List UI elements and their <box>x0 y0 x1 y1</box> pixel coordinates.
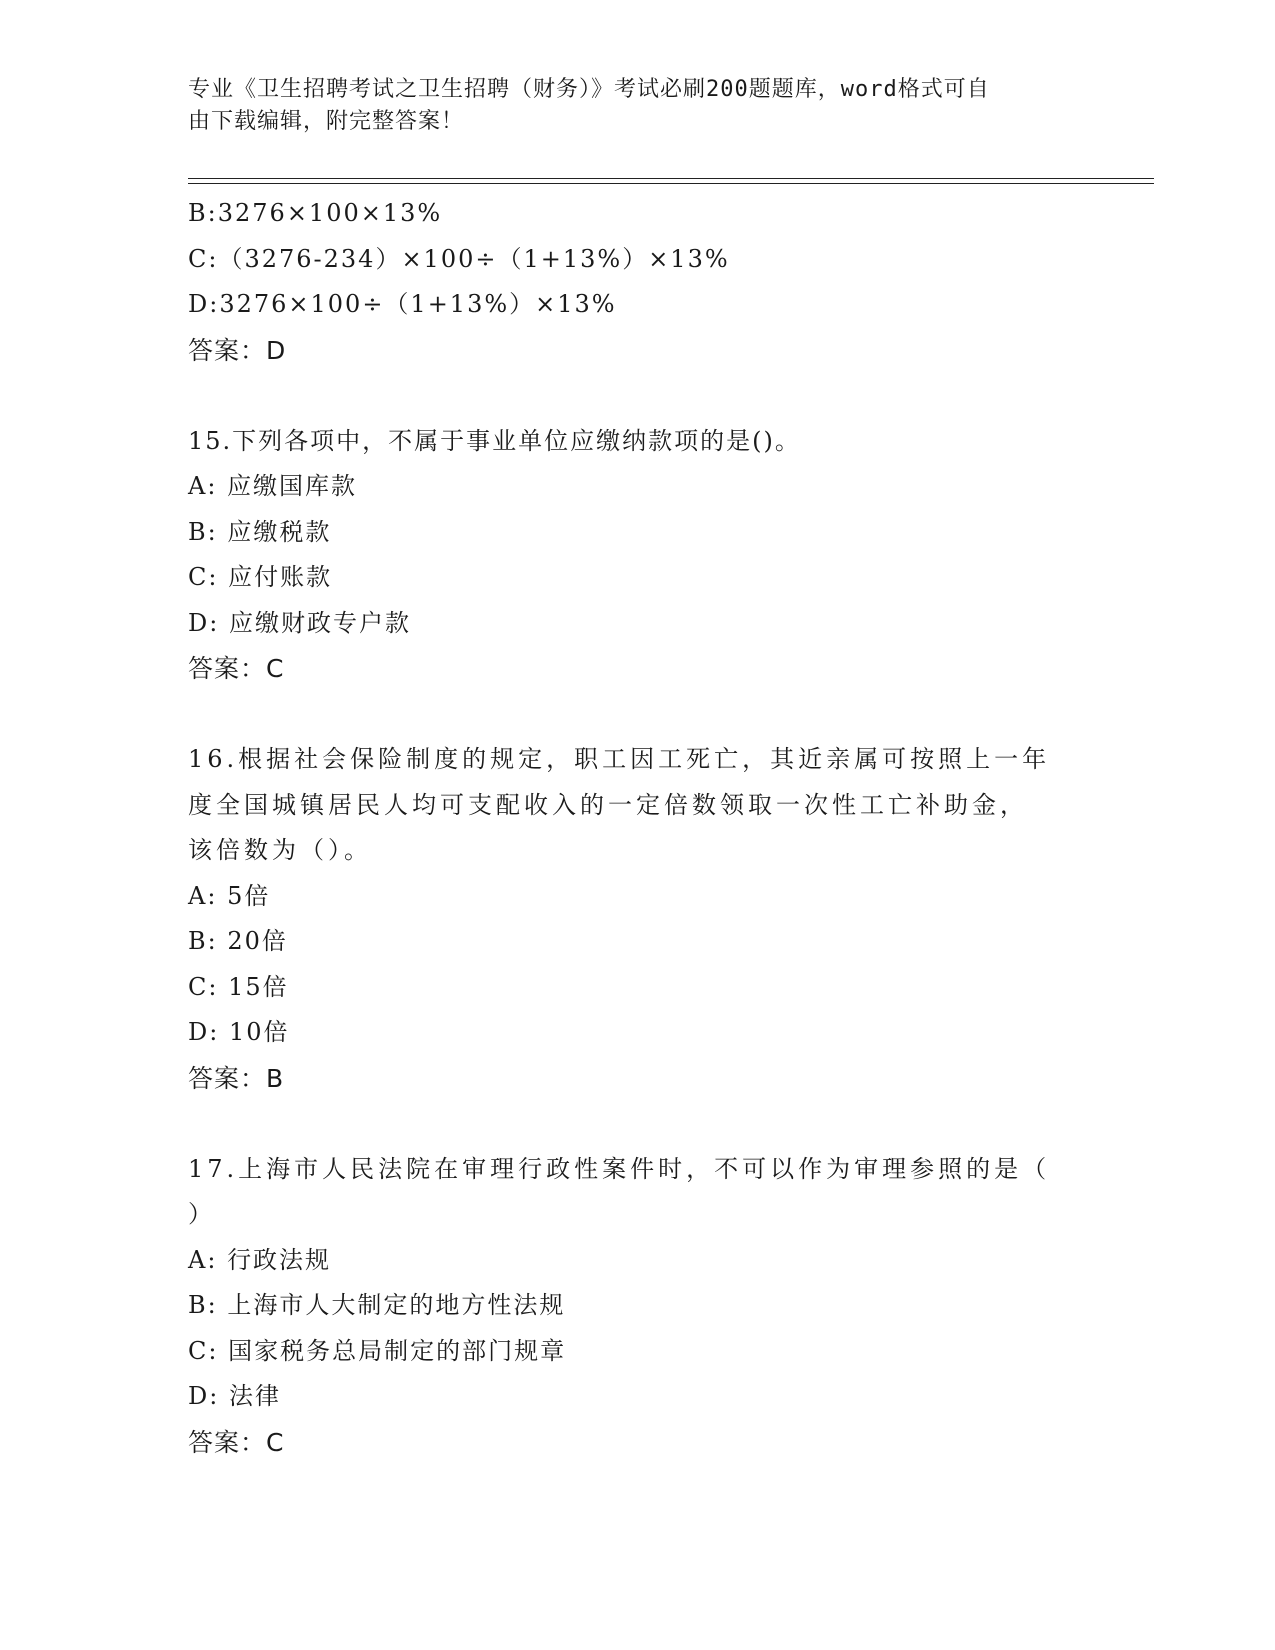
question-stem-line-1: 16.根据社会保险制度的规定，职工因工死亡，其近亲属可按照上一年 <box>188 745 1051 773</box>
option-c: C:（3276-234）×100÷（1+13%）×13% <box>188 244 730 273</box>
question-stem <box>188 737 1068 874</box>
answer-line: 答案：C <box>188 654 285 683</box>
option-b: B: 20倍 <box>188 927 288 955</box>
option-a: A: 行政法规 <box>188 1245 332 1274</box>
option-d: D: 应缴财政专户款 <box>188 608 411 637</box>
question-14-tail <box>188 191 1088 373</box>
option-c: C: 应付账款 <box>188 563 333 591</box>
question-17 <box>188 1147 1088 1466</box>
option-c: C: 国家税务总局制定的部门规章 <box>188 1336 567 1365</box>
question-stem-line-2: ） <box>188 1200 216 1228</box>
header-title-line-2: 由下载编辑，附完整答案！ <box>188 109 465 134</box>
question-list <box>188 191 1088 1465</box>
answer-line: 答案：C <box>188 1427 285 1457</box>
option-b: B: 应缴税款 <box>188 517 332 546</box>
answer-line: 答案：B <box>188 1063 285 1093</box>
option-d: D:3276×100÷（1+13%）×13% <box>188 290 617 318</box>
question-stem: 15.下列各项中，不属于事业单位应缴纳款项的是()。 <box>188 426 801 455</box>
option-b: B:3276×100×13% <box>188 199 443 227</box>
question-15 <box>188 419 1088 692</box>
option-a: A: 应缴国库款 <box>188 472 358 500</box>
spacer <box>188 692 1088 738</box>
option-d: D: 法律 <box>188 1382 281 1410</box>
document-header <box>188 74 1068 138</box>
question-stem-line-3: 该倍数为（）。 <box>188 836 372 864</box>
header-title-line-1: 专业《卫生招聘考试之卫生招聘（财务）》考试必刷200题题库，word格式可自 <box>188 77 990 102</box>
option-b: B: 上海市人大制定的地方性法规 <box>188 1291 566 1319</box>
option-c: C: 15倍 <box>188 972 289 1001</box>
question-stem-line-2: 度全国城镇居民人均可支配收入的一定倍数领取一次性工亡补助金， <box>188 790 1028 819</box>
header-divider-top <box>188 178 1154 179</box>
question-stem-line-1: 17.上海市人民法院在审理行政性案件时，不可以作为审理参照的是（ <box>188 1154 1051 1183</box>
spacer <box>188 373 1088 419</box>
question-stem <box>188 1147 1068 1238</box>
option-d: D: 10倍 <box>188 1018 290 1046</box>
option-a: A: 5倍 <box>188 881 271 910</box>
spacer <box>188 1101 1088 1147</box>
header-divider-bottom <box>188 183 1154 184</box>
answer-line: 答案：D <box>188 335 287 365</box>
question-16 <box>188 737 1088 1101</box>
